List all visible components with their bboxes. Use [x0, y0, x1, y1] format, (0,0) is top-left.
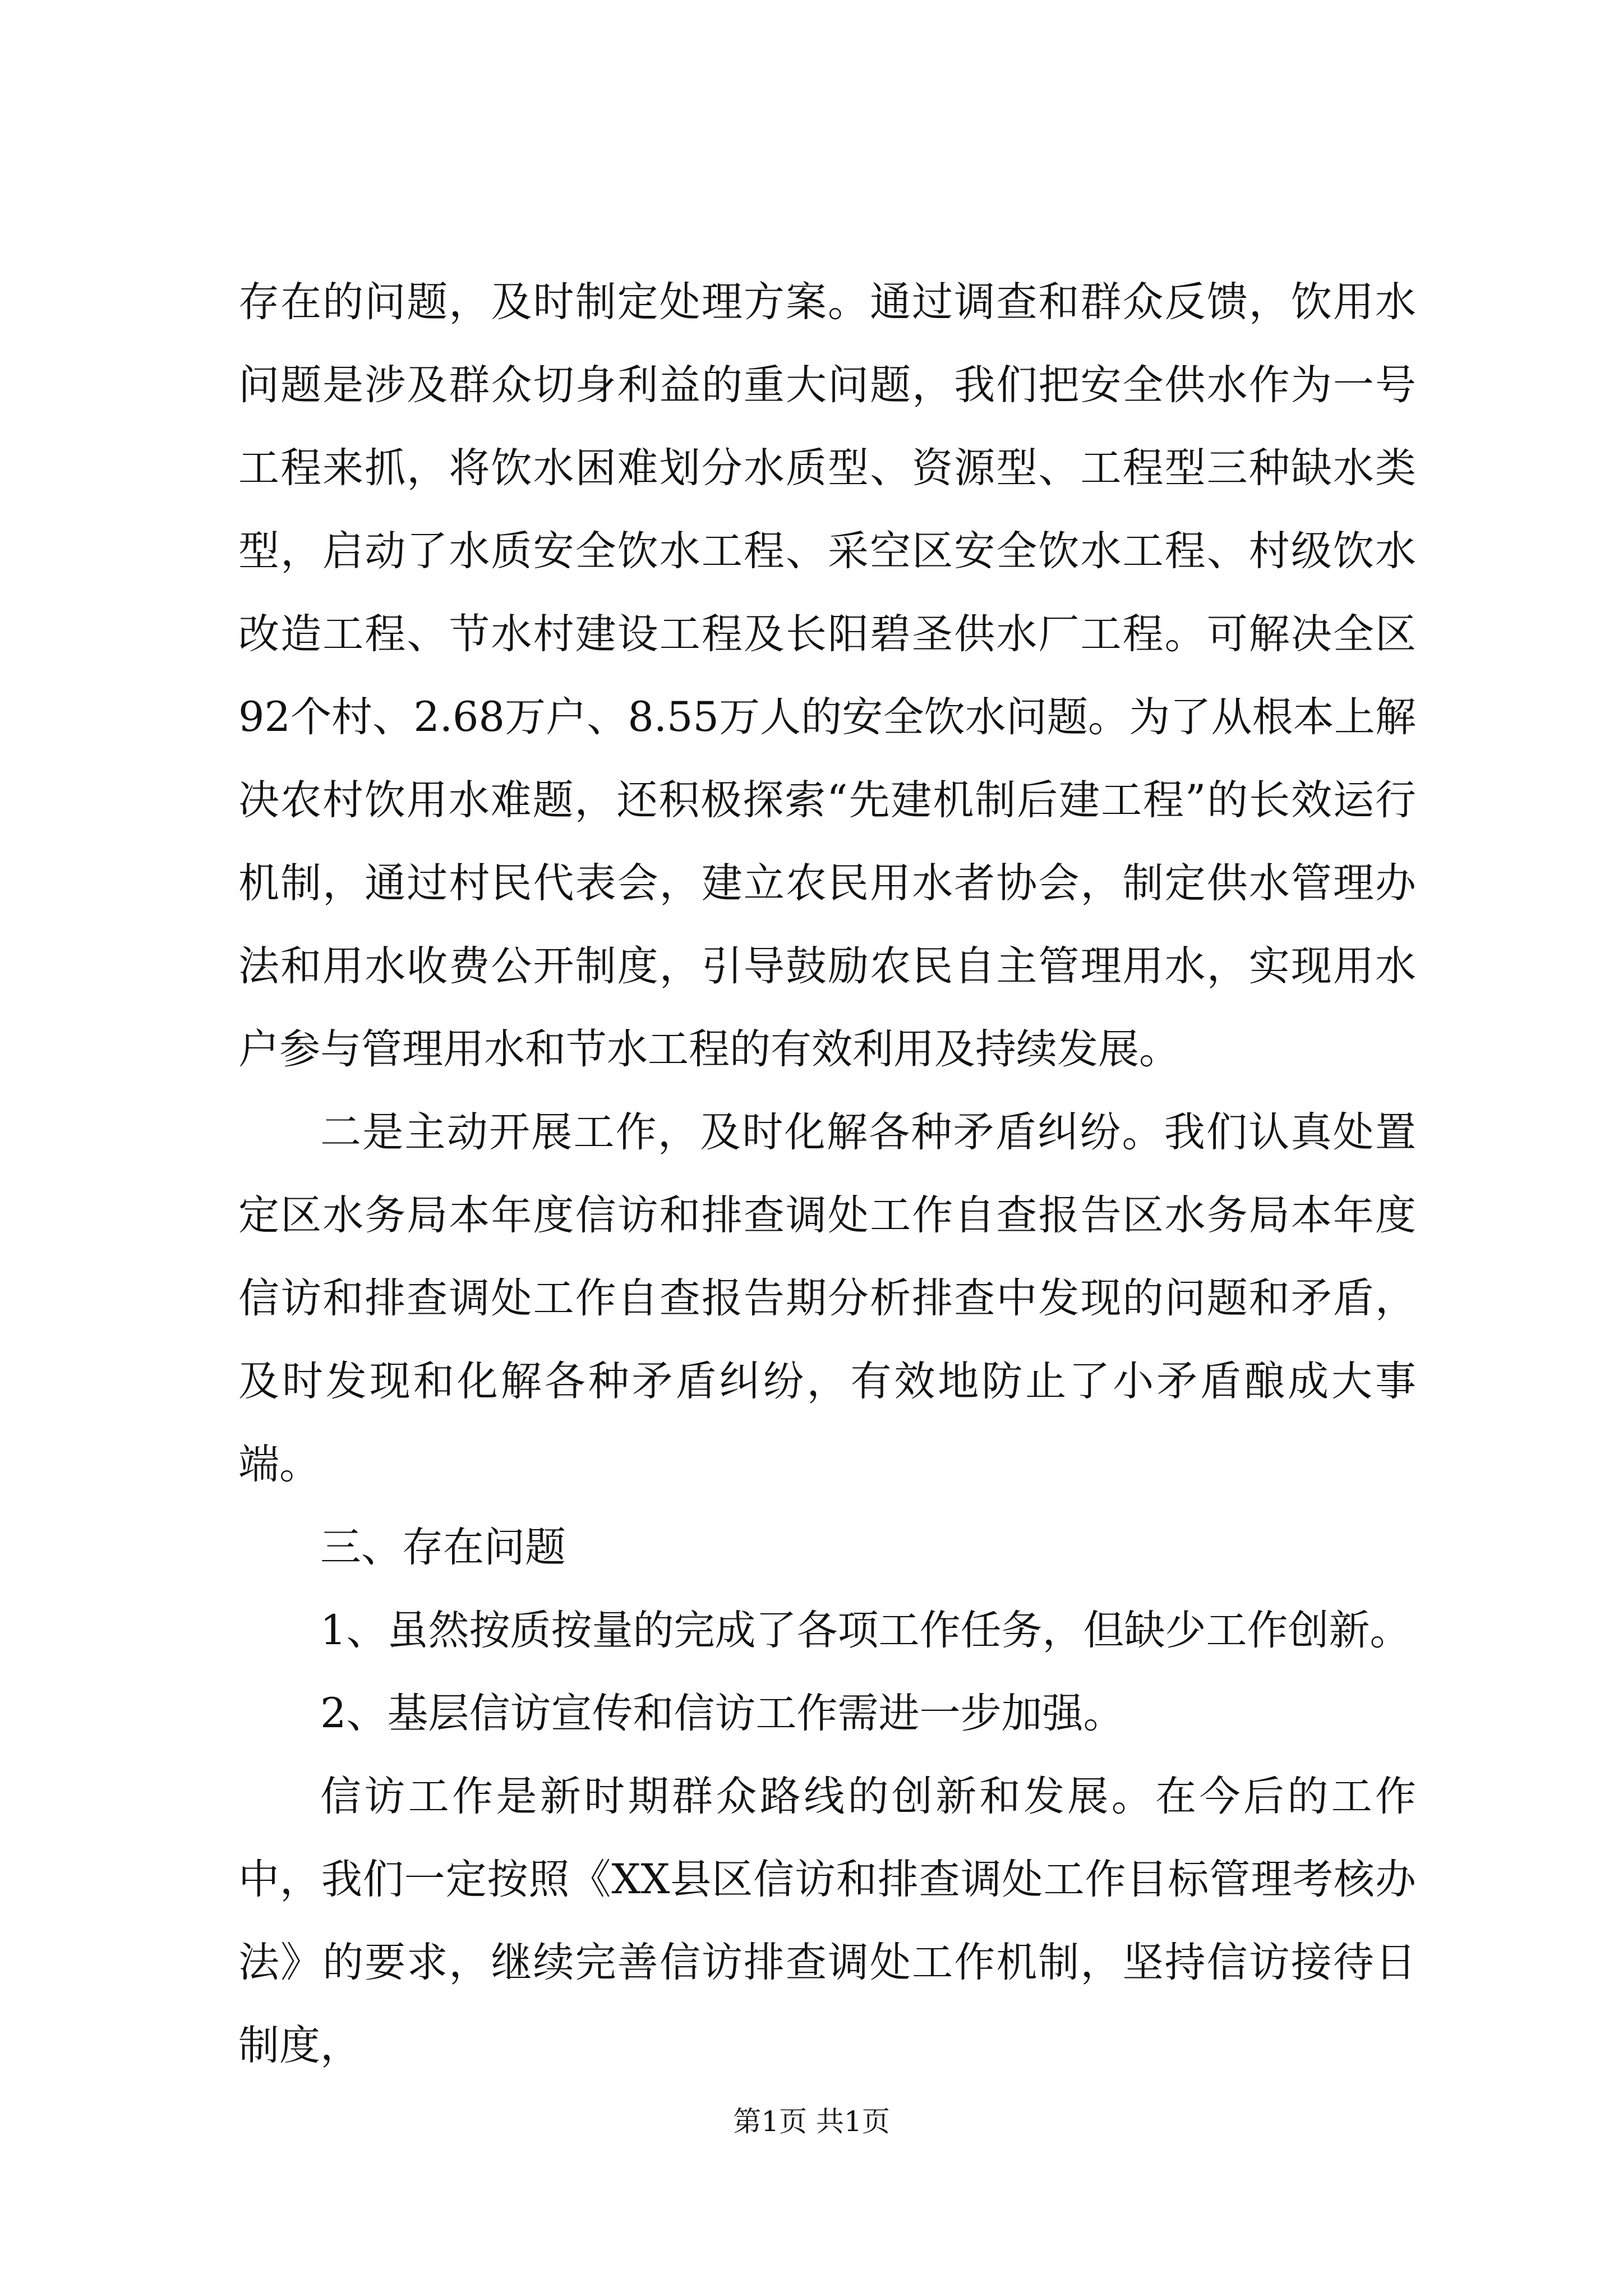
section-heading-problems: 三、存在问题 [320, 1524, 566, 1571]
paragraph-future-work: 信访工作是新时期群众路线的创新和发展。在今后的工作中，我们一定按照《XX县区信访和排查调处工作目标管理考核办法》的要求，继续完善信访排查调处工作机制，坚持信访接待日制度， [238, 1773, 1416, 2069]
problem-item-2: 2、基层信访宣传和信访工作需进一步加强。 [320, 1690, 1124, 1737]
problem-item-1: 1、虽然按质按量的完成了各项工作任务，但缺少工作创新。 [320, 1607, 1411, 1654]
page-footer: 第1页 共1页 [733, 2105, 890, 2138]
document-body [238, 261, 1416, 2087]
paragraph-dispute-resolution: 二是主动开展工作，及时化解各种矛盾纠纷。我们认真处置定区水务局本年度信访和排查调处工作自查报告区水务局本年度信访和排查调处工作自查报告期分析排查中发现的问题和矛盾，及时发现和化解各种矛盾纠纷，有效地防止了小矛盾酿成大事端。 [238, 1108, 1416, 1488]
paragraph-water-supply: 存在的问题，及时制定处理方案。通过调查和群众反馈，饮用水问题是涉及群众切身利益的重大问题，我们把安全供水作为一号工程来抓，将饮水困难划分水质型、资源型、工程型三种缺水类型，启动了水质安全饮水工程、采空区安全饮水工程、村级饮水改造工程、节水村建设工程及长阳碧圣供水厂工程。可解决全区92个村、2.68万户、8.55万人的安全饮水问题。为了从根本上解决农村饮用水难题，还积极探索“先建机制后建工程”的长效运行机制，通过村民代表会，建立农民用水者协会，制定供水管理办法和用水收费公开制度，引导鼓励农民自主管理用水，实现用水户参与管理用水和节水工程的有效利用及持续发展。 [238, 278, 1416, 1073]
